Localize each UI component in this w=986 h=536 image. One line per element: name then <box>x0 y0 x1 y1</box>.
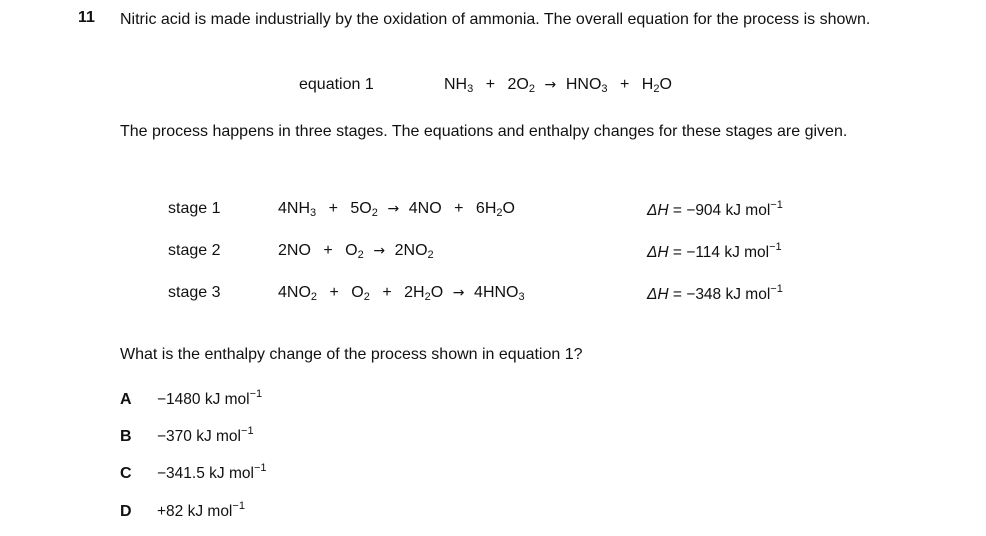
stage-2-enthalpy: ΔH = −114 kJ mol$^{-1}$ <box>647 241 782 261</box>
option-b-letter[interactable]: B <box>120 428 132 445</box>
stages-intro: The process happens in three stages. The equations and enthalpy changes for these stages are given. <box>120 123 848 140</box>
stage-1-equation: $4NH_3 + 5O_2 \to 4NO + 6H_2O$ <box>278 200 515 219</box>
eq1-product-1: $HNO_3$ <box>565 76 608 95</box>
stage-3-label: stage 3 <box>168 284 221 301</box>
option-c-letter[interactable]: C <box>120 465 132 482</box>
question-prompt: What is the enthalpy change of the process shown in equation 1? <box>120 346 583 363</box>
stage-2-label: stage 2 <box>168 242 221 259</box>
eq1-plus-2: + <box>620 76 630 93</box>
option-a-letter[interactable]: A <box>120 391 132 408</box>
eq1-reactant-1: $NH_3$ <box>444 76 474 95</box>
stage-3-enthalpy: ΔH = −348 kJ mol$^{-1}$ <box>647 283 783 303</box>
eq1-product-2: $H_2O$ <box>641 76 672 95</box>
option-d-letter[interactable]: D <box>120 503 132 520</box>
eq1-arrow: → <box>544 77 557 93</box>
stage-3-arrow: → <box>452 285 465 301</box>
stage-1-arrow: → <box>387 201 400 217</box>
equation-1-label: equation 1 <box>299 76 374 93</box>
option-d-value[interactable]: +82 kJ mol$^{-1}$ <box>157 500 245 520</box>
question-number: 11 <box>78 9 95 26</box>
eq1-reactant-2: $2O_2$ <box>507 76 535 95</box>
option-c-value[interactable]: −341.5 kJ mol$^{-1}$ <box>157 462 267 482</box>
option-b-value[interactable]: −370 kJ mol$^{-1}$ <box>157 425 254 445</box>
stage-1-enthalpy: ΔH = −904 kJ mol$^{-1}$ <box>647 199 783 219</box>
question-intro: Nitric acid is made industrially by the oxidation of ammonia. The overall equation for the process is shown. <box>120 11 871 28</box>
option-a-value[interactable]: −1480 kJ mol$^{-1}$ <box>157 388 263 408</box>
stage-2-arrow: → <box>373 243 386 259</box>
eq1-plus: + <box>485 76 496 93</box>
stage-2-equation: $2NO + O_2 \to 2NO_2$ <box>278 242 434 261</box>
equation-1 <box>444 76 672 94</box>
stage-3-equation: $4NO_2 + O_2 + 2H_2O \to 4HNO_3$ <box>278 284 525 303</box>
stage-1-label: stage 1 <box>168 200 221 217</box>
